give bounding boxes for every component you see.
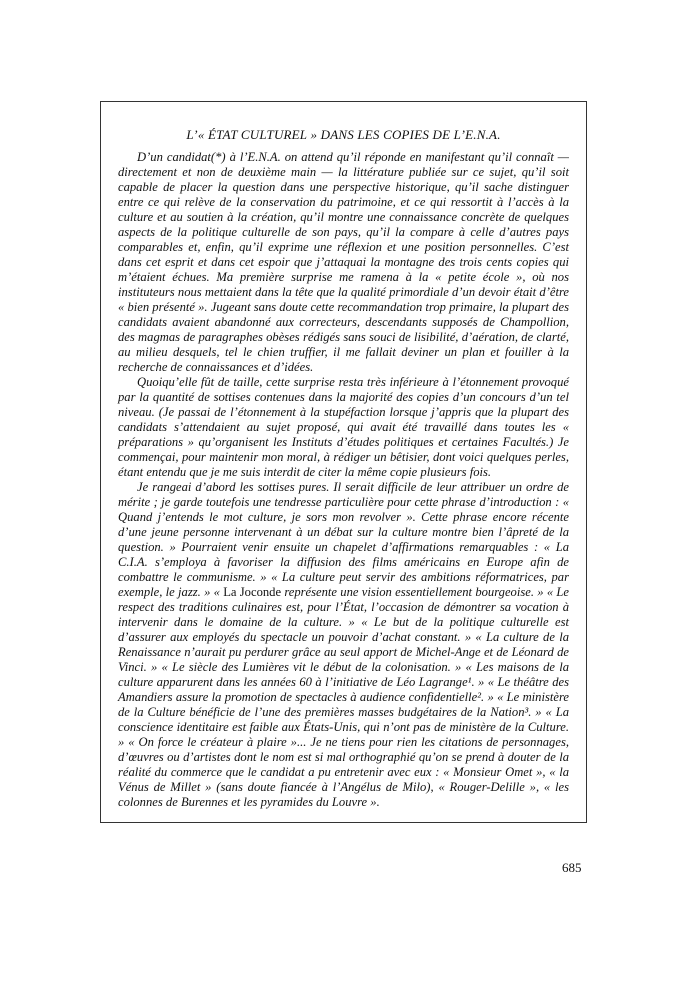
paragraph-3	[118, 480, 569, 810]
paragraph-2: Quoiqu’elle fût de taille, cette surprise resta très inférieure à l’étonnement provoqué par la quantité de sottises contenues dans la majorité des copies d’un concours d’un tel niveau. (Je passai de l’étonnement à la stupéfaction lorsque j’appris que la plupart des candidats s’attendaient au sujet proposé, qui avait été travaillé dans toutes les « préparations » qu’organisent les Instituts d’études politiques et certaines Facultés.) Je commençai, pour maintenir mon moral, à rédiger un bêtisier, dont voici quelques perles, étant entendu que je me suis interdit de citer la même copie plusieurs fois.	[118, 375, 569, 479]
artwork-title: La Joconde	[223, 585, 282, 599]
paragraph-1: D’un candidat(*) à l’E.N.A. on attend qu’il réponde en manifestant qu’il connaît — directement et non de deuxième main — la littérature publiée sur ce sujet, qu’il soit capable de placer la question dans une perspective historique, qu’il sache distinguer entre ce qui relève de la conservation du patrimoine, et ce qui ressortit à l’accès à la culture et au soutien à la création, qu’il montre une connaissance concrète de quelques aspects de la politique culturelle de son pays, qu’il la compare à celle d’autres pays comparables et, enfin, qu’il exprime une réflexion et une position personnelles. C’est dans cet esprit et dans cet espoir que j’attaquai la montagne des trois cents copies qui m’étaient échues. Ma première surprise me ramena à la « petite école », où nos instituteurs nous mettaient dans la tête que la qualité primordiale d’un devoir était d’être « bien présenté ». Jugeant sans doute cette recommandation trop primaire, la plupart des candidats avaient abandonné aux correcteurs, descendants supposés de Champollion, des magmas de paragraphes obèses rédigés sans souci de lisibilité, d’aération, de clarté, au milieu desquels, tel le chien truffier, il me fallait deviner un plan et fouiller à la recherche de connaissances et d’idées.	[118, 150, 569, 374]
article-title: L’« ÉTAT CULTUREL » DANS LES COPIES DE L’E.N.A.	[186, 127, 501, 142]
paragraph-3-part-a: Je rangeai d’abord les sottises pures. Il serait difficile de leur attribuer un ordre de mérite ; je garde toutefois une tendresse particulière pour cette phrase d’introduction : « Quand j’entends le mot culture, je sors mon revolver ». Cette phrase encore récente d’une jeune personne intervenant à un débat sur la culture montre bien l’âpreté de la question. » Pourraient venir ensuite un chapelet d’affirmations remarquables : « La C.I.A. s’employa à favoriser la diffusion des films américains en Europe afin de combattre le communisme. » « La culture peut servir des ambitions réformatrices, par exemple, le jazz. » «	[118, 480, 569, 599]
paragraph-3-part-c: représente une vision essentiellement bourgeoise. » « Le respect des traditions culinaires est, pour l’État, l’occasion de démontrer sa vocation à intervenir dans le domaine de la culture. » « Le but de la politique culturelle est d’assurer aux employés du spectacle un pouvoir d’achat constant. » « La culture de la Renaissance n’aurait pu perdurer grâce au seul apport de Michel-Ange et de Léonard de Vinci. » « Le siècle des Lumières vit le début de la colonisation. » « Les maisons de la culture apparurent dans les années 60 à l’initiative de Léo Lagrange¹. » « Le théâtre des Amandiers assure la promotion de spectacles à audience confidentielle². » « Le ministère de la Culture bénéficie de l’une des premières masses budgétaires de la Nation³. » « La conscience identitaire est faible aux États-Unis, qui n’ont pas de ministère de la Culture. » « On force le créateur à plaire »... Je ne tiens pour rien les citations de personnages, d’œuvres ou d’artistes dont le nom est si mal orthographié qu’on se prend à douter de la réalité du commerce que le candidat a pu entretenir avec eux : « Monsieur Omet », « la Vénus de Millet » (sans doute fiancée à l’Angélus de Milo), « Rouger-Delille », « les colonnes de Burennes et les pyramides du Louvre ».	[118, 585, 569, 809]
article-body	[118, 150, 569, 810]
page-number: 685	[562, 860, 582, 875]
